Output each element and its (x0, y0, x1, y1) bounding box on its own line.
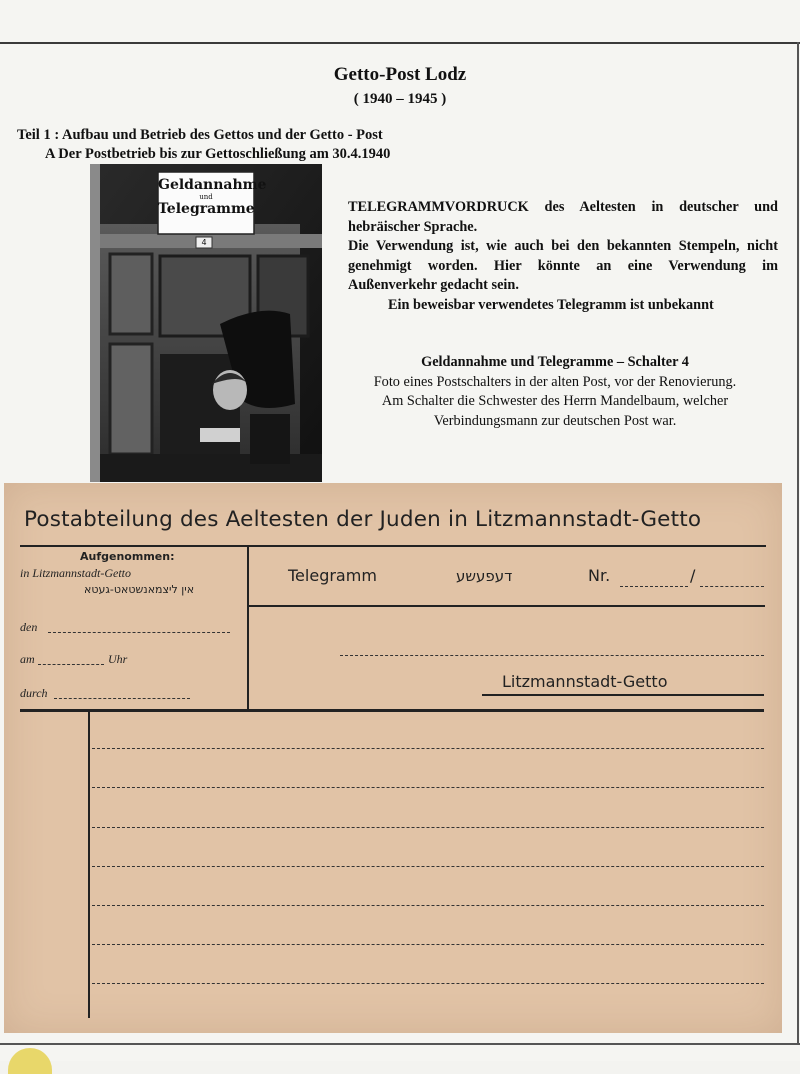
form-top-rule (20, 545, 766, 547)
address-line[interactable] (340, 655, 764, 656)
form-heading: Postabteilung des Aeltesten der Juden in Litzmannstadt-Getto (24, 507, 702, 532)
form-column-divider (247, 547, 249, 709)
am-field[interactable] (38, 664, 104, 665)
den-label: den (20, 620, 38, 634)
section-part-heading: Teil 1 : Aufbau und Betrieb des Gettos und der Getto - Post (17, 127, 383, 143)
nr-field[interactable] (620, 586, 688, 587)
durch-label: durch (20, 686, 48, 700)
message-line-4[interactable] (92, 866, 764, 867)
am-label: am (20, 652, 35, 666)
in-place-label: in Litzmannstadt-Getto (20, 566, 132, 580)
info-text (348, 198, 778, 315)
sign-line-2: und (199, 193, 213, 201)
page-right-border (797, 42, 799, 1045)
uhr-label: Uhr (108, 652, 128, 666)
message-margin-line (88, 712, 90, 1018)
message-line-3[interactable] (92, 827, 764, 828)
caption-line-3: Verbindungsmann zur deutschen Post war. (433, 412, 677, 429)
counter-sign (158, 172, 267, 234)
post-counter-photo (90, 164, 322, 482)
message-line-2[interactable] (92, 787, 764, 788)
info-paragraph-3: Ein beweisbar verwendetes Telegramm ist unbekannt (388, 296, 714, 313)
corner-tab (8, 1048, 52, 1074)
message-line-5[interactable] (92, 905, 764, 906)
info-paragraph-1: TELEGRAMMVORDRUCK des Aeltesten in deutscher und hebräischer Sprache. (348, 199, 778, 235)
telegramm-hebrew: דעפעשע (456, 567, 513, 585)
telegram-form (4, 483, 782, 1033)
in-place-hebrew: אין ליצמאנשטאט-געטא (84, 583, 195, 596)
page-top-border (0, 42, 800, 44)
form-middle-rule (20, 709, 764, 712)
destination-rule (482, 694, 764, 696)
info-paragraph-2: Die Verwendung ist, wie auch bei den bekannten Stempeln, nicht genehmigt worden. Hier könnte an eine Verwendung im Außenverkehr gedacht sein. (348, 238, 778, 293)
telegramm-label: Telegramm (288, 566, 377, 585)
photo-caption (340, 353, 770, 431)
aufgenommen-label: Aufgenommen: (80, 550, 175, 563)
nr-suffix-field[interactable] (700, 586, 764, 587)
durch-field[interactable] (54, 698, 190, 699)
message-line-7[interactable] (92, 983, 764, 984)
caption-line-1: Foto eines Postschalters in der alten Post, vor der Renovierung. (373, 373, 737, 390)
message-line-6[interactable] (92, 944, 764, 945)
den-field[interactable] (48, 632, 230, 633)
page-years: ( 1940 – 1945 ) (353, 91, 447, 107)
section-sub-heading: A Der Postbetrieb bis zur Gettoschließung am 30.4.1940 (45, 146, 391, 162)
destination-label: Litzmannstadt-Getto (502, 672, 668, 691)
page-title: Getto-Post Lodz (333, 64, 467, 85)
message-line-1[interactable] (92, 748, 764, 749)
sign-line-1: Geldannahme (158, 177, 267, 193)
window-number-label: 4 (201, 238, 207, 247)
page-bottom-border (0, 1043, 800, 1045)
nr-separator: / (690, 566, 696, 585)
nr-label: Nr. (588, 566, 611, 585)
sign-line-3: Telegramme (158, 201, 255, 217)
caption-title: Geldannahme und Telegramme – Schalter 4 (421, 354, 689, 370)
caption-line-2: Am Schalter die Schwester des Herrn Mandelbaum, welcher (381, 393, 729, 409)
telegramm-rule (249, 605, 765, 607)
